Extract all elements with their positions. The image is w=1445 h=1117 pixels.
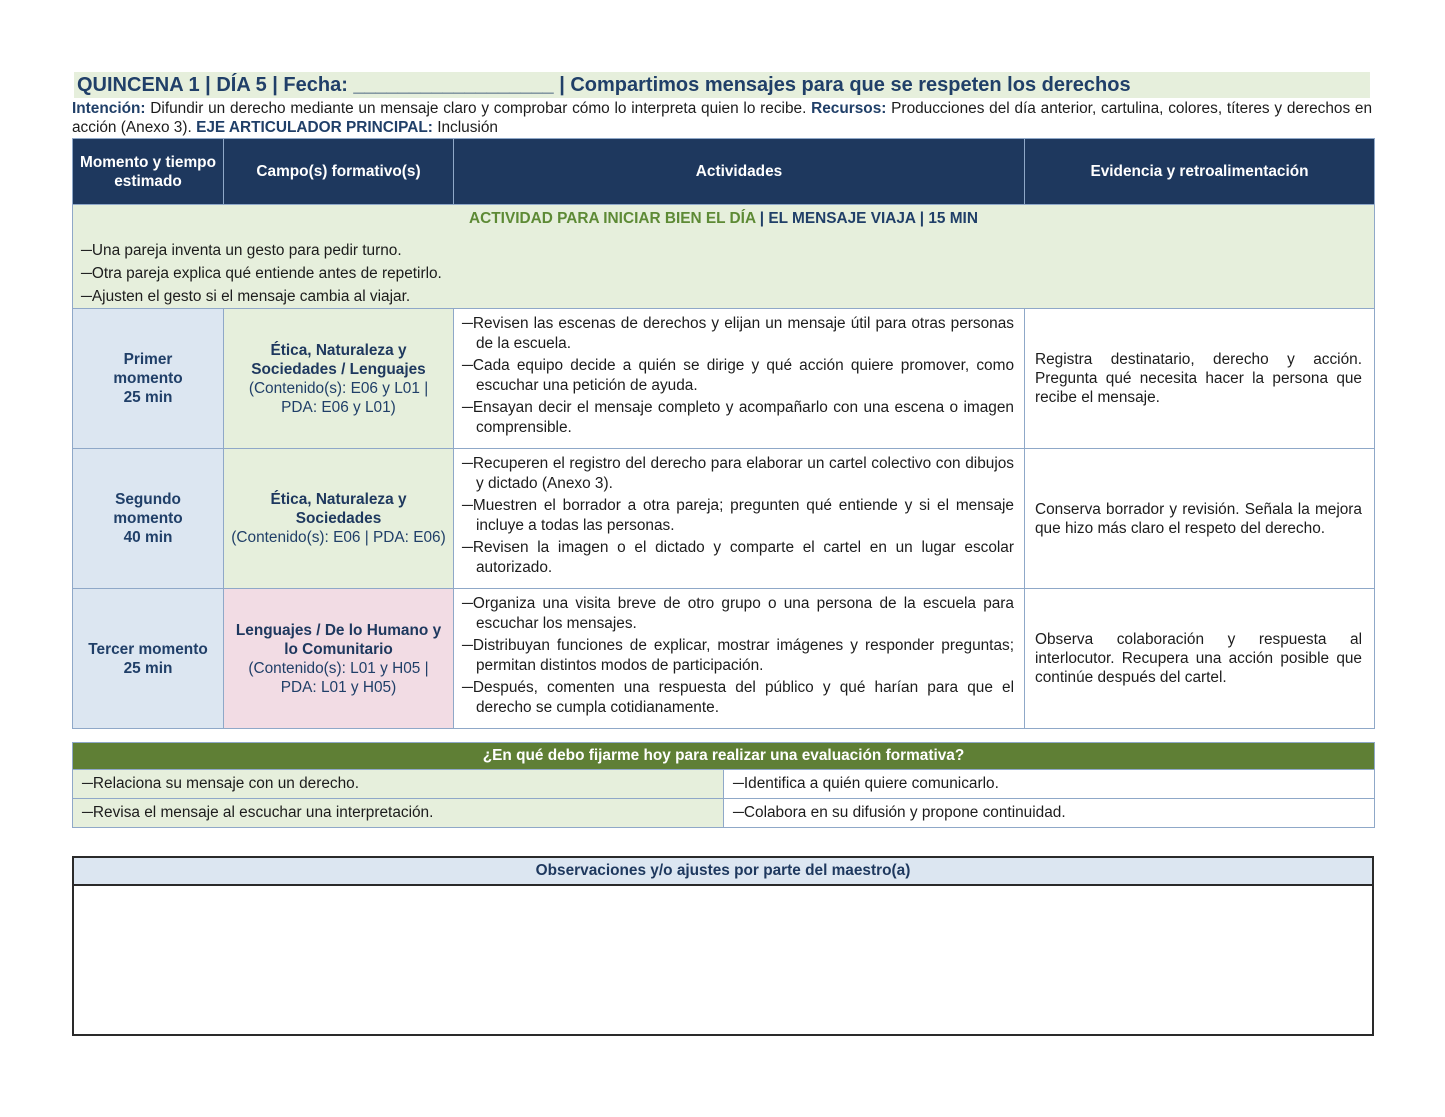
evidence-cell: Registra destinatario, derecho y acción. Pregunta qué necesita hacer la persona que recibe el mensaje. <box>1025 309 1375 449</box>
activity-item: ─Revisen la imagen o el dictado y comparte el cartel en un lugar escolar autorizado. <box>462 539 1014 576</box>
start-activity-cell <box>73 205 1375 309</box>
moment-label: momento <box>113 370 183 387</box>
start-activity-title <box>73 209 1374 229</box>
campo-title: Ética, Naturaleza y Sociedades / Lenguajes <box>251 341 426 378</box>
moment-cell <box>73 309 224 449</box>
campo-cell <box>224 309 454 449</box>
table-row <box>73 770 1375 799</box>
campo-cell <box>224 449 454 589</box>
list-item: ─Una pareja inventa un gesto para pedir turno. <box>81 242 402 259</box>
activity-item: ─Distribuyan funciones de explicar, mostrar imágenes y responder preguntas; permitan distintos modos de participación. <box>462 637 1014 674</box>
activity-item: ─Recuperen el registro del derecho para elaborar un cartel colectivo con dibujos y dictado (Anexo 3). <box>462 455 1014 492</box>
start-activity-title-green: ACTIVIDAD PARA INICIAR BIEN EL DÍA <box>469 210 756 227</box>
moment-time: 40 min <box>123 529 173 546</box>
list-item: ─Otra pareja explica qué entiende antes de repetirlo. <box>81 265 442 282</box>
moment-label: Tercer momento <box>88 640 208 658</box>
table-header-row <box>73 139 1375 205</box>
activity-item: ─Revisen las escenas de derechos y elijan un mensaje útil para otras personas de la escuela. <box>462 315 1014 352</box>
evaluation-item: ─Relaciona su mensaje con un derecho. <box>73 770 724 799</box>
start-activity-list <box>81 239 1374 308</box>
lesson-meta <box>72 99 1372 137</box>
eje-text: Inclusión <box>437 119 498 136</box>
eje-label: EJE ARTICULADOR PRINCIPAL: <box>196 119 433 136</box>
start-activity-row <box>73 205 1375 309</box>
campo-title: Ética, Naturaleza y Sociedades <box>270 491 407 527</box>
activity-item: ─Ensayan decir el mensaje completo y acompañarlo con una escena o imagen comprensible. <box>462 399 1014 436</box>
intencion-text: Difundir un derecho mediante un mensaje claro y comprobar cómo lo interpreta quien lo recibe. <box>150 100 807 117</box>
start-activity-title-blue: | EL MENSAJE VIAJA | 15 MIN <box>759 210 978 227</box>
evaluation-item: ─Colabora en su difusión y propone continuidad. <box>724 799 1375 828</box>
column-header-moment: Momento y tiempo estimado <box>73 139 224 205</box>
observations-title: Observaciones y/o ajustes por parte del maestro(a) <box>74 858 1372 886</box>
observations-box <box>72 856 1374 1036</box>
moment-time: 25 min <box>123 659 173 677</box>
column-header-activities: Actividades <box>454 139 1025 205</box>
moment-time: 25 min <box>123 389 173 406</box>
evaluation-title: ¿En qué debo fijarme hoy para realizar una evaluación formativa? <box>73 743 1375 770</box>
table-row <box>73 449 1375 589</box>
table-row <box>73 309 1375 449</box>
evaluation-item: ─Revisa el mensaje al escuchar una interpretación. <box>73 799 724 828</box>
campo-content: (Contenido(s): L01 y H05 | PDA: L01 y H05) <box>248 659 429 696</box>
activities-table <box>72 138 1375 729</box>
moment-cell <box>73 449 224 589</box>
title-bar <box>74 72 1370 98</box>
table-row <box>73 589 1375 729</box>
column-header-evidence: Evidencia y retroalimentación <box>1025 139 1375 205</box>
activities-cell <box>454 449 1025 589</box>
formative-evaluation-table <box>72 742 1375 828</box>
moment-label: Segundo <box>115 491 181 508</box>
recursos-label: Recursos: <box>811 100 887 117</box>
column-header-campo: Campo(s) formativo(s) <box>224 139 454 205</box>
evidence-cell: Conserva borrador y revisión. Señala la mejora que hizo más claro el respeto del derecho. <box>1025 449 1375 589</box>
activity-item: ─Muestren el borrador a otra pareja; pregunten qué entiende y si el mensaje incluye a todas las personas. <box>462 497 1014 534</box>
moment-cell <box>73 589 224 729</box>
activity-item: ─Organiza una visita breve de otro grupo o una persona de la escuela para escuchar los mensajes. <box>462 595 1014 632</box>
campo-content: (Contenido(s): E06 | PDA: E06) <box>231 529 446 546</box>
moment-label: Primer <box>123 351 173 368</box>
evaluation-item: ─Identifica a quién quiere comunicarlo. <box>724 770 1375 799</box>
recursos-text: Producciones del día anterior, cartulina, colores, títeres y derechos en acción (Anexo 3). <box>72 100 1373 136</box>
table-row <box>73 799 1375 828</box>
page-title: QUINCENA 1 | DÍA 5 | Fecha: __________________ | Compartimos mensajes para que se respeten los derechos <box>77 74 1131 96</box>
list-item: ─Ajusten el gesto si el mensaje cambia al viajar. <box>81 288 411 305</box>
activity-item: ─Cada equipo decide a quién se dirige y qué acción quiere promover, como escuchar una petición de ayuda. <box>462 357 1014 394</box>
intencion-label: Intención: <box>72 100 146 117</box>
evidence-cell: Observa colaboración y respuesta al interlocutor. Recupera una acción posible que continúe después del cartel. <box>1025 589 1375 729</box>
activities-cell <box>454 309 1025 449</box>
observations-writing-area[interactable] <box>74 886 1372 1034</box>
campo-title: Lenguajes / De lo Humano y lo Comunitario <box>235 621 442 658</box>
campo-cell <box>224 589 454 729</box>
campo-content: (Contenido(s): E06 y L01 | PDA: E06 y L01) <box>248 379 429 416</box>
moment-label: momento <box>113 510 183 527</box>
activity-item: ─Después, comenten una respuesta del público y qué harían para que el derecho se cumpla cotidianamente. <box>462 679 1014 716</box>
activities-cell <box>454 589 1025 729</box>
